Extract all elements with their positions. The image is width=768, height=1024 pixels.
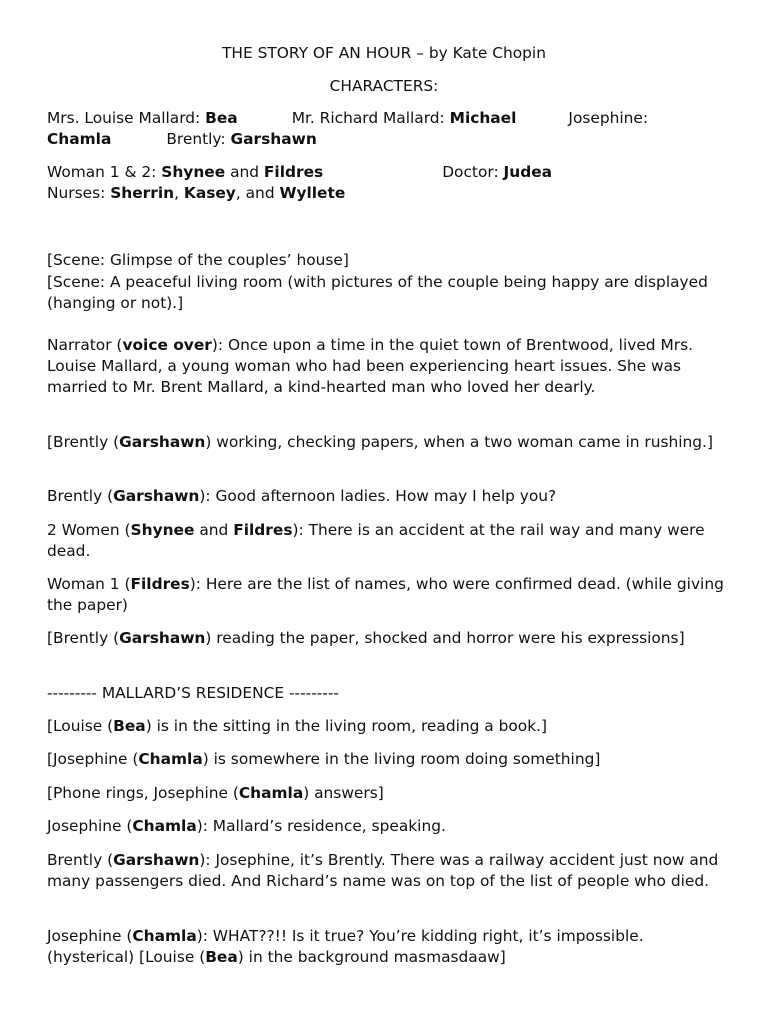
cast-actor-richard: Michael <box>449 109 517 127</box>
dialogue-two-women: 2 Women (Shynee and Fildres): There is an accident at the rail way and many were dead. <box>47 521 705 560</box>
dialogue-brently-call: Brently (Garshawn): Josephine, it’s Brently. There was a railway accident just now and many passengers died. And Richard’s name was on top of the list of people who died. <box>47 851 719 890</box>
stage-direction-brently-working: [Brently (Garshawn) working, checking papers, when a two woman came in rushing.] <box>47 433 713 451</box>
cast-actor-brently: Garshawn <box>230 130 317 148</box>
document-title: THE STORY OF AN HOUR – by Kate Chopin <box>222 44 546 62</box>
stage-direction-brently-reading: [Brently (Garshawn) reading the paper, shocked and horror were his expressions] <box>47 629 685 647</box>
cast-label-doctor: Doctor: <box>442 163 504 181</box>
cast-actor-nurse1: Sherrin <box>110 184 175 202</box>
dialogue-josephine-hysterical: Josephine (Chamla): WHAT??!! Is it true? You’re kidding right, it’s impossible. (hysterical) [Louise (Bea) in the background masmasdaaw] <box>47 927 644 966</box>
section-divider: --------- MALLARD’S RESIDENCE --------- <box>47 684 339 702</box>
scene-direction-2: [Scene: A peaceful living room (with pictures of the couple being happy are displayed (hanging or not).] <box>47 273 708 312</box>
dialogue-woman-1: Woman 1 (Fildres): Here are the list of names, who were confirmed dead. (while giving the paper) <box>47 575 724 614</box>
stage-direction-phone: [Phone rings, Josephine (Chamla) answers] <box>47 784 384 802</box>
dialogue-josephine-answer: Josephine (Chamla): Mallard’s residence, speaking. <box>47 817 446 835</box>
dialogue-brently-greeting: Brently (Garshawn): Good afternoon ladies. How may I help you? <box>47 487 557 505</box>
stage-direction-josephine: [Josephine (Chamla) is somewhere in the living room doing something] <box>47 750 601 768</box>
narrator-paragraph: Narrator (voice over): Once upon a time in the quiet town of Brentwood, lived Mrs. Louise Mallard, a young woman who had been experiencing heart issues. She was married to Mr. Brent Mallard, a kind-hearted man who loved her dearly. <box>47 336 693 396</box>
cast-list-line-1 <box>47 108 727 150</box>
cast-label-women: Woman 1 & 2: <box>47 163 162 181</box>
cast-label-brently: Brently: <box>166 130 231 148</box>
cast-actor-nurse3: Wyllete <box>279 184 346 202</box>
cast-label-louise: Mrs. Louise Mallard: <box>47 109 206 127</box>
cast-actor-josephine: Chamla <box>47 130 112 148</box>
cast-label-nurses: Nurses: <box>47 184 111 202</box>
cast-actor-nurse2: Kasey <box>183 184 236 202</box>
cast-actor-woman2: Fildres <box>263 163 324 181</box>
cast-label-richard: Mr. Richard Mallard: <box>291 109 450 127</box>
cast-actor-doctor: Judea <box>503 163 553 181</box>
cast-list-line-2: Woman 1 & 2: Shynee and Fildres Doctor: Judea Nurses: Sherrin, Kasey, and Wyllete <box>47 163 553 202</box>
cast-actor-louise: Bea <box>205 109 238 127</box>
scene-direction-1: [Scene: Glimpse of the couples’ house] <box>47 251 349 269</box>
cast-actor-woman1: Shynee <box>161 163 226 181</box>
characters-heading: CHARACTERS: <box>329 77 439 95</box>
stage-direction-louise: [Louise (Bea) is in the sitting in the living room, reading a book.] <box>47 717 548 735</box>
cast-label-josephine: Josephine: <box>568 109 649 127</box>
